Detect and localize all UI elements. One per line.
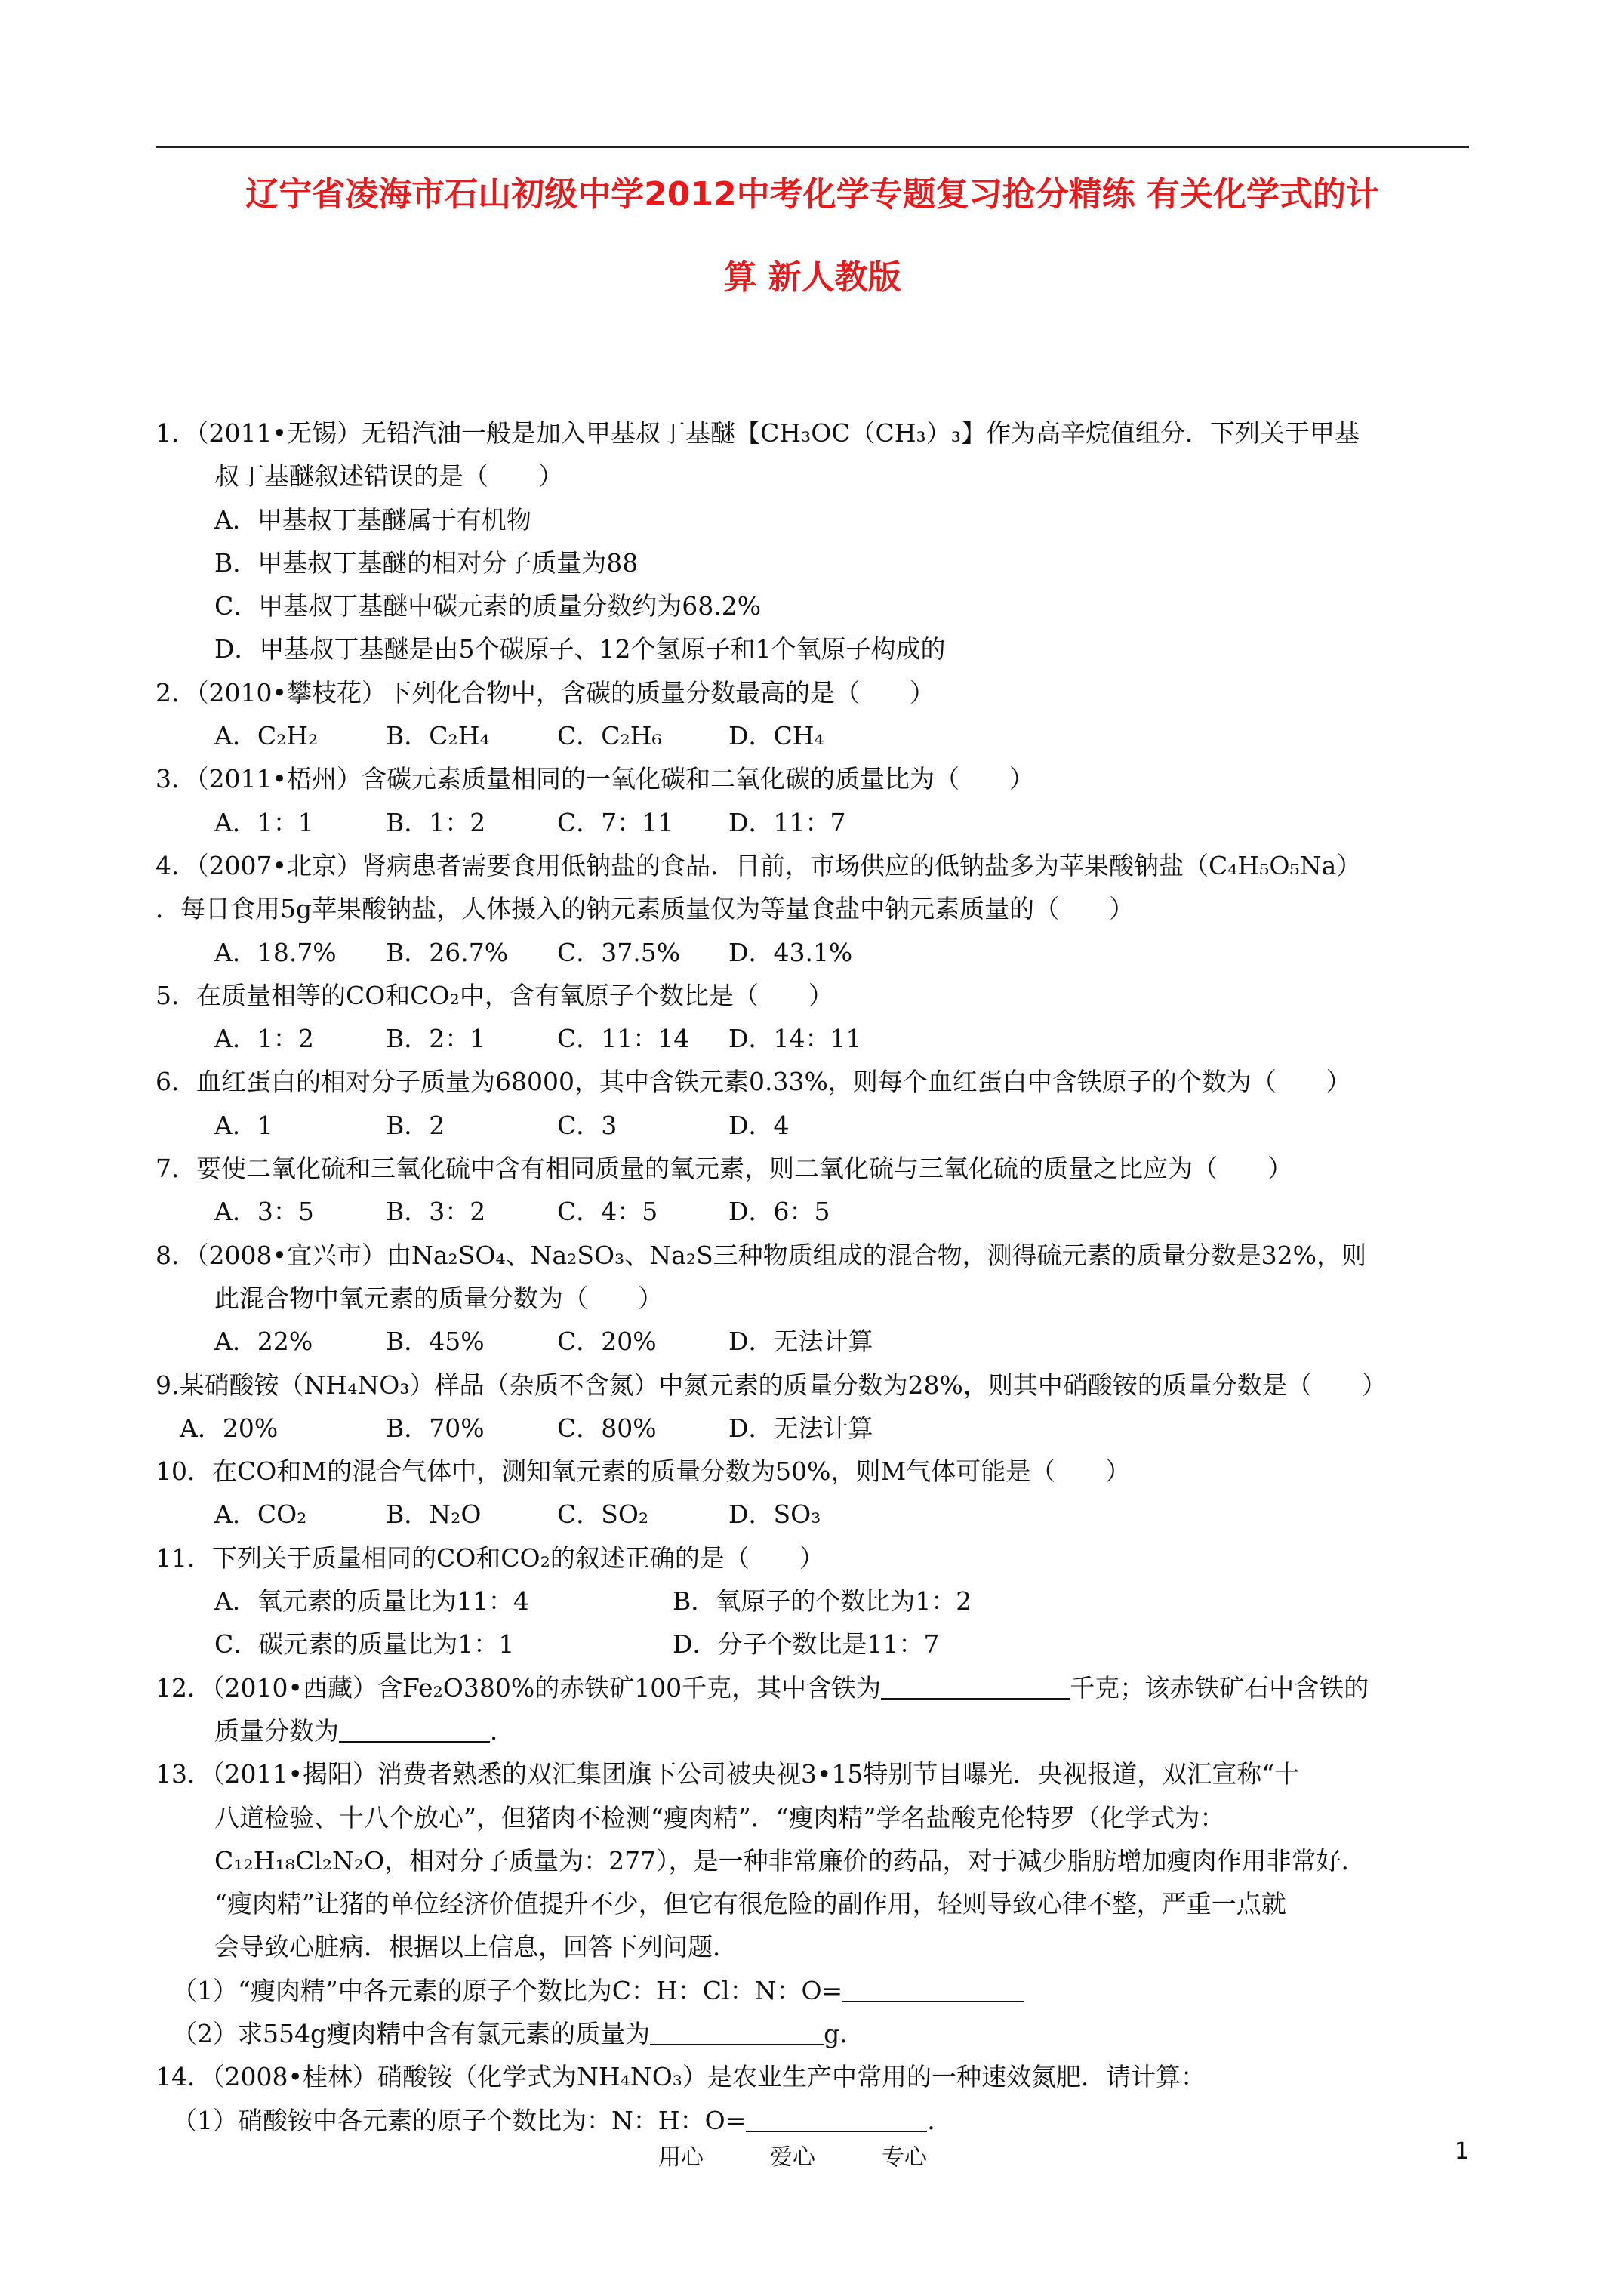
footer-right: 专心	[882, 2144, 927, 2171]
footer-middle: 爱心	[770, 2144, 815, 2171]
question-14-sub-1: （1）硝酸铵中各元素的原子个数比为：N：H：O= ．	[172, 2105, 953, 2135]
option-c: C．碳元素的质量比为1：1	[214, 1629, 515, 1660]
option-a: A．CO₂	[214, 1499, 307, 1530]
question-6-options	[156, 1104, 1469, 1147]
option-a: A．1：2	[214, 1024, 314, 1054]
option-c: C．37.5%	[557, 937, 681, 967]
question-8-stem-cont: 此混合物中氧元素的质量分数为（ ）	[214, 1283, 663, 1313]
question-3-stem: 3．（2011•梧州）含碳元素质量相同的一氧化碳和二氧化碳的质量比为（ ）	[156, 764, 1034, 794]
question-2-options	[156, 714, 1469, 757]
question-14-stem: 14．（2008•桂林）硝酸铵（化学式为NH₄NO₃）是农业生产中常用的一种速效氮肥．请计算：	[156, 2062, 1206, 2092]
question-10-options	[156, 1493, 1469, 1536]
option-b: B．N₂O	[386, 1499, 482, 1530]
question-13-stem-cont-3: “瘦肉精”让猪的单位经济价值提升不少，但它有很危险的副作用，轻则导致心律不整，严重一点就	[214, 1889, 1286, 1919]
option-d: D．无法计算	[728, 1327, 873, 1357]
option-a: A．1：1	[214, 807, 314, 837]
option-b: B．45%	[386, 1327, 485, 1357]
question-12-stem: 12．（2010•西藏）含Fe₂O380%的赤铁矿100千克，其中含铁为 千克；该赤铁矿石中含铁的	[156, 1672, 1369, 1703]
question-1-option-c: C．甲基叔丁基醚中碳元素的质量分数约为68.2%	[214, 591, 762, 621]
question-2-stem: 2．（2010•攀枝花）下列化合物中，含碳的质量分数最高的是（ ）	[156, 677, 935, 707]
question-7-options	[156, 1190, 1469, 1233]
option-d: D．4	[728, 1110, 790, 1140]
option-c: C．7：11	[557, 807, 674, 837]
option-c: C．80%	[557, 1413, 657, 1443]
question-1-option-a: A．甲基叔丁基醚属于有机物	[214, 504, 531, 535]
option-a: A．22%	[214, 1327, 313, 1357]
answer-blank[interactable]	[339, 1718, 490, 1743]
option-c: C．C₂H₆	[557, 721, 662, 751]
page-number: 1	[1454, 2138, 1469, 2165]
option-b: B．2：1	[386, 1024, 486, 1054]
option-c: C．SO₂	[557, 1499, 649, 1530]
option-b: B．3：2	[386, 1197, 486, 1227]
option-d: D．无法计算	[728, 1413, 873, 1443]
question-13-stem-cont-2: C₁₂H₁₈Cl₂N₂O，相对分子质量为：277），是一种非常廉价的药品，对于减少脂肪增加瘦肉作用非常好．	[214, 1845, 1366, 1875]
option-d: D．11：7	[728, 807, 846, 837]
option-b: B．氧原子的个数比为1：2	[673, 1586, 972, 1616]
header-rule	[156, 146, 1469, 148]
option-a: A．C₂H₂	[214, 721, 319, 751]
question-9-options	[156, 1407, 1469, 1450]
question-1-option-b: B．甲基叔丁基醚的相对分子质量为88	[214, 547, 639, 578]
option-d: D．14：11	[728, 1024, 862, 1054]
option-d: D．SO₃	[728, 1499, 821, 1530]
option-c: C．4：5	[557, 1197, 658, 1227]
question-6-stem: 6．血红蛋白的相对分子质量为68000，其中含铁元素0.33%，则每个血红蛋白中含铁原子的个数为（ ）	[156, 1067, 1351, 1097]
question-4-stem: 4．（2007•北京）肾病患者需要食用低钠盐的食品．目前，市场供应的低钠盐多为苹果酸钠盐（C₄H₅O₅Na）	[156, 850, 1362, 880]
question-1-stem: 1．（2011•无锡）无铅汽油一般是加入甲基叔丁基醚【CH₃OC（CH₃）₃】作为高辛烷值组分．下列关于甲基	[156, 418, 1360, 448]
option-a: A．18.7%	[214, 937, 337, 967]
footer-left: 用心	[658, 2144, 704, 2171]
option-b: B．26.7%	[386, 937, 509, 967]
answer-blank[interactable]	[881, 1675, 1070, 1700]
question-7-stem: 7．要使二氧化硫和三氧化硫中含有相同质量的氧元素，则二氧化硫与三氧化硫的质量之比应为（ ）	[156, 1154, 1292, 1184]
question-11-options-row1	[156, 1579, 1469, 1623]
option-b: B．C₂H₄	[386, 721, 490, 751]
answer-blank[interactable]	[650, 2021, 824, 2045]
question-11-options-row2	[156, 1623, 1469, 1666]
option-a: A．氧元素的质量比为11：4	[214, 1586, 529, 1616]
question-11-stem: 11．下列关于质量相同的CO和CO₂的叙述正确的是（ ）	[156, 1542, 824, 1573]
document-title-line1: 辽宁省凌海市石山初级中学2012中考化学专题复习抢分精练 有关化学式的计	[245, 175, 1379, 214]
option-d: D．分子个数比是11：7	[673, 1629, 940, 1660]
question-13-sub-2: （2）求554g瘦肉精中含有氯元素的质量为 g．	[172, 2018, 865, 2048]
document-title-line2: 算 新人教版	[723, 258, 901, 297]
question-3-options	[156, 801, 1469, 844]
option-d: D．CH₄	[728, 721, 824, 751]
question-5-options	[156, 1017, 1469, 1060]
question-4-options	[156, 931, 1469, 974]
question-8-options	[156, 1320, 1469, 1363]
option-a: A．20%	[180, 1413, 279, 1443]
question-1-stem-cont: 叔丁基醚叙述错误的是（ ）	[214, 461, 563, 492]
question-9-stem: 9.某硝酸铵（NH₄NO₃）样品（杂质不含氮）中氮元素的质量分数为28%，则其中硝酸铵的质量分数是（ ）	[156, 1370, 1387, 1400]
option-a: A．1	[214, 1110, 273, 1140]
option-c: C．20%	[557, 1327, 657, 1357]
option-d: D．43.1%	[728, 937, 853, 967]
question-13-stem: 13．（2011•揭阳）消费者熟悉的双汇集团旗下公司被央视3•15特别节目曝光．央视报道，双汇宣称“十	[156, 1759, 1300, 1789]
answer-blank[interactable]	[842, 1978, 1024, 2002]
answer-blank[interactable]	[746, 2108, 927, 2132]
question-list	[156, 411, 1469, 2142]
question-13-stem-cont-1: 八道检验、十八个放心”，但猪肉不检测“瘦肉精”．“瘦肉精”学名盐酸克伦特罗（化学式为：	[214, 1802, 1225, 1832]
option-a: A．3：5	[214, 1197, 314, 1227]
option-d: D．6：5	[728, 1197, 830, 1227]
question-13-stem-cont-4: 会导致心脏病．根据以上信息，回答下列问题．	[214, 1932, 738, 1962]
question-10-stem: 10．在CO和M的混合气体中，测知氧元素的质量分数为50%，则M气体可能是（ ）	[156, 1456, 1131, 1487]
option-c: C．11：14	[557, 1024, 690, 1054]
question-8-stem: 8．（2008•宜兴市）由Na₂SO₄、Na₂SO₃、Na₂S三种物质组成的混合物，测得硫元素的质量分数是32%，则	[156, 1240, 1367, 1270]
question-1-option-d: D．甲基叔丁基醚是由5个碳原子、12个氢原子和1个氧原子构成的	[214, 634, 946, 664]
question-12-stem-cont: 质量分数为 ．	[214, 1715, 515, 1746]
question-13-sub-1: （1）“瘦肉精”中各元素的原子个数比为C：H：Cl：N：O=	[156, 1969, 1469, 2012]
question-4-stem-cont: ．每日食用5g苹果酸钠盐，人体摄入的钠元素质量仅为等量食盐中钠元素质量的（ ）	[156, 894, 1135, 924]
option-b: B．70%	[386, 1413, 485, 1443]
question-5-stem: 5．在质量相等的CO和CO₂中，含有氧原子个数比是（ ）	[156, 980, 833, 1010]
option-b: B．2	[386, 1110, 445, 1140]
option-b: B．1：2	[386, 807, 486, 837]
option-c: C．3	[557, 1110, 617, 1140]
